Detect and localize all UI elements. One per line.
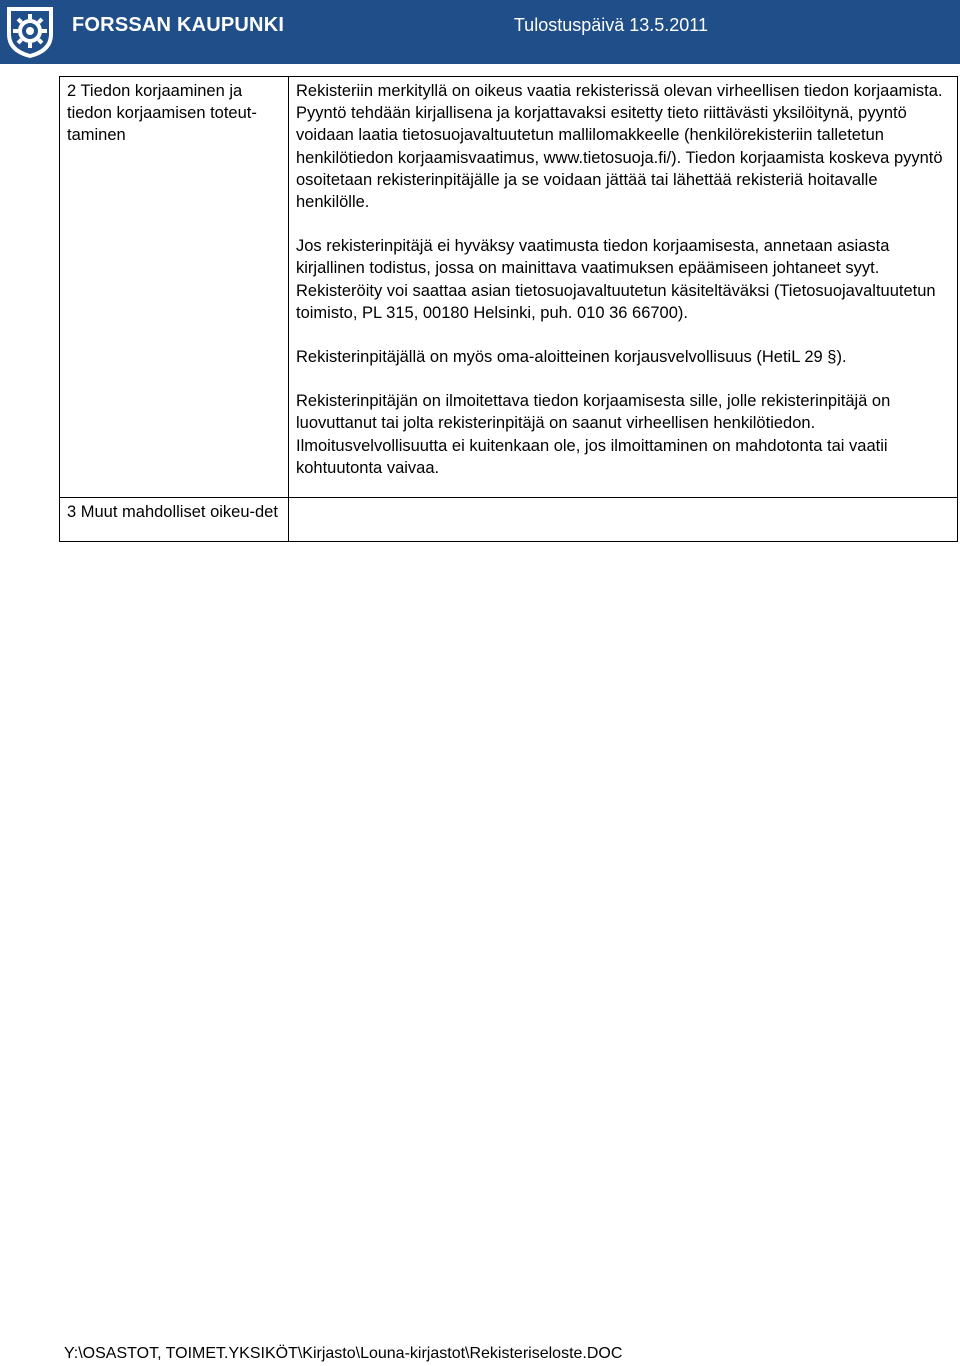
document-file-path: Y:\OSASTOT, TOIMET.YKSIKÖT\Kirjasto\Louna-kirjastot\Rekisteriseloste.DOC	[64, 1345, 623, 1362]
organization-name: FORSSAN KAUPUNKI	[72, 14, 285, 36]
paragraph: Jos rekisterinpitäjä ei hyväksy vaatimusta tiedon korjaamisesta, annetaan asiasta kirjallinen todistus, jossa on mainittava vaatimuksen epäämiseen johtaneet syyt. Rekisteröity voi saattaa asian tietosuojavaltuutetun käsiteltäväksi (Tietosuojavaltuutetun toimisto, PL 315, 00180 Helsinki, puh. 010 36 66700).	[296, 237, 936, 322]
header-bar	[0, 0, 960, 64]
section-content	[289, 77, 958, 498]
table-row	[60, 498, 958, 542]
register-info-table	[59, 76, 958, 542]
section-label: 2 Tiedon korjaaminen ja tiedon korjaamisen toteut-taminen	[60, 77, 289, 498]
table-row	[60, 77, 958, 498]
paragraph: Rekisterinpitäjän on ilmoitettava tiedon korjaamisesta sille, jolle rekisterinpitäjä on luovuttanut tai jolta rekisterinpitäjä on saanut virheellisen henkilötiedon. Ilmoitusvelvollisuutta ei kuitenkaan ole, jos ilmoittaminen on mahdotonta tai vaatii kohtuutonta vaivaa.	[296, 392, 891, 477]
city-coat-of-arms-icon	[4, 4, 56, 60]
section-content-empty	[289, 498, 958, 542]
print-date: Tulostuspäivä 13.5.2011	[513, 15, 708, 35]
section-label: 3 Muut mahdolliset oikeu-det	[60, 498, 289, 542]
paragraph: Rekisteriin merkityllä on oikeus vaatia rekisterissä olevan virheellisen tiedon korjaamista. Pyyntö tehdään kirjallisena ja korjattavaksi esitetty tieto riittävästi yksilöitynä, pyyntö voidaan laatia tietosuojavaltuutetun mallilomakkeelle (henkilörekisteriin talletetun henkilötiedon korjaamisvaatimus, www.tietosuoja.fi/). Tiedon korjaamista koskeva pyyntö osoitetaan rekisterinpitäjälle ja se voidaan jättää tai lähettää rekisteriä hoitavalle henkilölle.	[296, 82, 943, 212]
paragraph: Rekisterinpitäjällä on myös oma-aloitteinen korjausvelvollisuus (HetiL 29 §).	[296, 348, 847, 367]
